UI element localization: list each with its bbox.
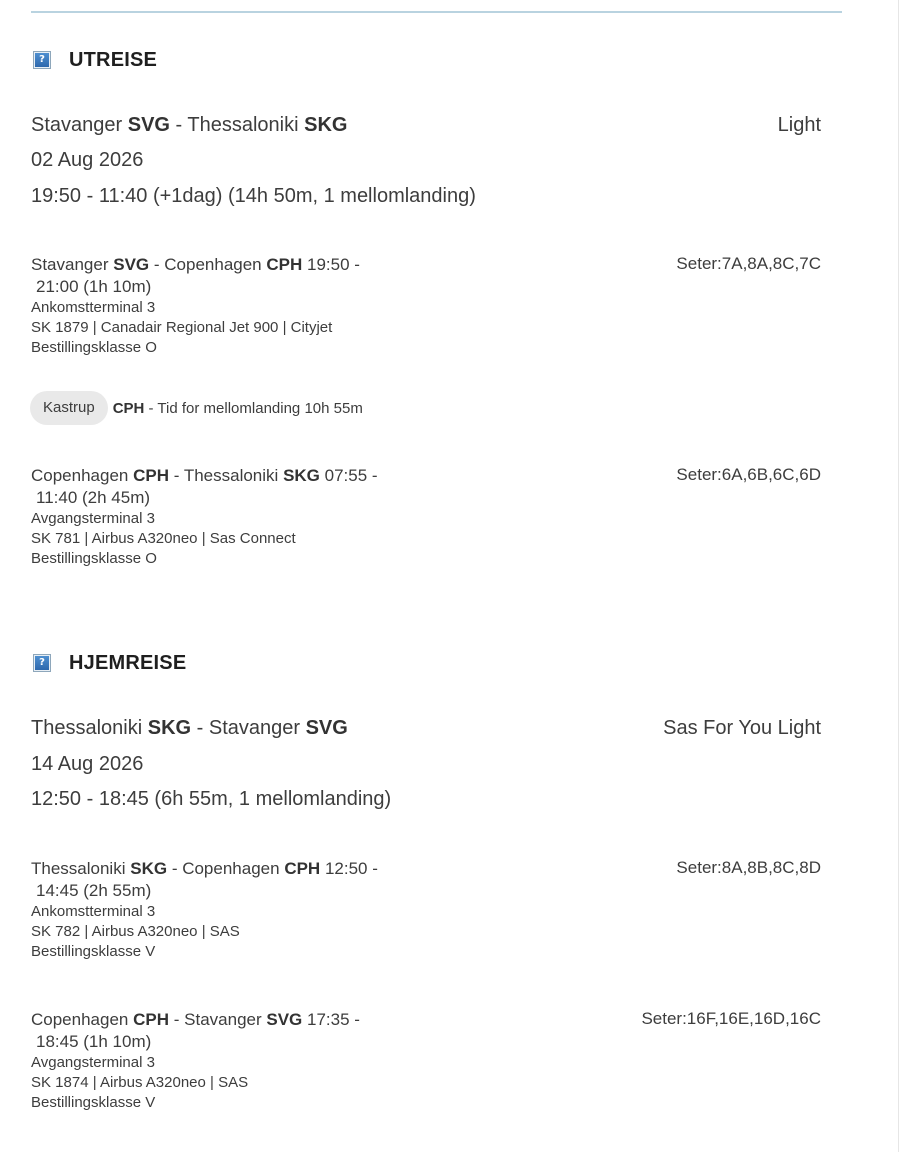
segment-terminal: Avgangsterminal 3 [31,1054,155,1071]
page-edge [898,0,899,1152]
route-sep: - [196,717,209,739]
help-icon[interactable]: ? [33,654,51,672]
segment-seats: Seter:7A,8A,8C,7C [676,254,821,273]
outbound-segment-2 [31,465,821,569]
inbound-section-header [33,651,186,675]
segment-arrival: 11:40 (2h 45m) [36,488,151,507]
layover-info [30,391,363,425]
layover-duration: - Tid for mellomlanding 10h 55m [144,399,363,417]
outbound-date: 02 Aug 2026 [31,149,144,171]
segment-route [31,1009,411,1053]
route-to-city: Stavanger [208,717,301,739]
segment-arrival: 18:45 (1h 10m) [36,1032,152,1051]
segment-sep: - [173,466,184,485]
route-from-code: SVG [127,114,170,136]
route-to-city: Thessaloniki [187,114,299,136]
segment-flight: SK 1879 | Canadair Regional Jet 900 | Cityjet [31,319,333,336]
inbound-fare: Sas For You Light [663,717,821,739]
segment-arrival: 21:00 (1h 10m) [36,277,152,296]
help-icon[interactable]: ? [33,51,51,69]
segment-to-code: SKG [283,466,320,485]
outbound-times: 19:50 - 11:40 (+1dag) (14h 50m, 1 mellomlanding) [31,185,476,207]
segment-route [31,858,411,902]
segment-from-city: Thessaloniki [31,859,126,878]
segment-from-code: CPH [133,1010,170,1029]
segment-class: Bestillingsklasse O [31,550,157,567]
outbound-section-header [33,48,157,72]
segment-class: Bestillingsklasse O [31,339,157,356]
top-divider [31,11,842,13]
route-to-code: SKG [304,114,348,136]
segment-seats: Seter:6A,6B,6C,6D [676,465,821,484]
segment-departure: 07:55 - [324,466,378,485]
segment-sep: - [171,859,183,878]
outbound-fare: Light [777,114,821,136]
segment-from-city: Copenhagen [31,466,129,485]
segment-sep: - [173,1010,185,1029]
inbound-segment-1 [31,858,821,962]
segment-to-code: SVG [266,1010,303,1029]
segment-seats: Seter:16F,16E,16D,16C [641,1009,821,1028]
segment-to-city: Copenhagen [164,255,262,274]
segment-arrival: 14:45 (2h 55m) [36,881,152,900]
segment-from-code: SVG [113,255,150,274]
segment-to-code: CPH [266,255,303,274]
segment-seats: Seter:8A,8B,8C,8D [676,858,821,877]
inbound-date: 14 Aug 2026 [31,753,144,775]
segment-terminal: Ankomstterminal 3 [31,903,156,920]
outbound-segment-1 [31,254,821,358]
route-from-city: Thessaloniki [31,717,143,739]
segment-to-city: Stavanger [184,1010,262,1029]
segment-from-code: CPH [133,466,170,485]
layover-code: CPH [112,399,145,417]
inbound-heading: HJEMREISE [69,651,187,674]
segment-departure: 19:50 - [307,255,360,274]
segment-departure: 17:35 - [307,1010,360,1029]
segment-route [31,465,411,509]
segment-flight: SK 782 | Airbus A320neo | SAS [31,923,240,940]
segment-to-city: Copenhagen [182,859,280,878]
inbound-times: 12:50 - 18:45 (6h 55m, 1 mellomlanding) [31,788,392,810]
segment-to-city: Thessaloniki [183,466,279,485]
segment-flight: SK 781 | Airbus A320neo | Sas Connect [31,530,296,547]
route-sep: - [175,114,188,136]
segment-from-city: Copenhagen [31,1010,129,1029]
segment-class: Bestillingsklasse V [31,1094,156,1111]
segment-terminal: Avgangsterminal 3 [31,510,155,527]
layover-airport-pill: Kastrup [30,391,108,425]
segment-from-city: Stavanger [31,255,109,274]
segment-departure: 12:50 - [324,859,378,878]
segment-to-code: CPH [284,859,321,878]
segment-flight: SK 1874 | Airbus A320neo | SAS [31,1074,249,1091]
route-to-code: SVG [305,717,348,739]
segment-route [31,254,411,298]
segment-terminal: Ankomstterminal 3 [31,299,156,316]
outbound-route [31,114,347,137]
inbound-segment-2 [31,1009,821,1113]
inbound-route [31,717,348,740]
outbound-heading: UTREISE [69,48,158,71]
segment-from-code: SKG [130,859,168,878]
route-from-city: Stavanger [31,114,123,136]
layover-text [113,400,363,417]
segment-sep: - [153,255,165,274]
route-from-code: SKG [147,717,192,739]
segment-class: Bestillingsklasse V [31,943,156,960]
